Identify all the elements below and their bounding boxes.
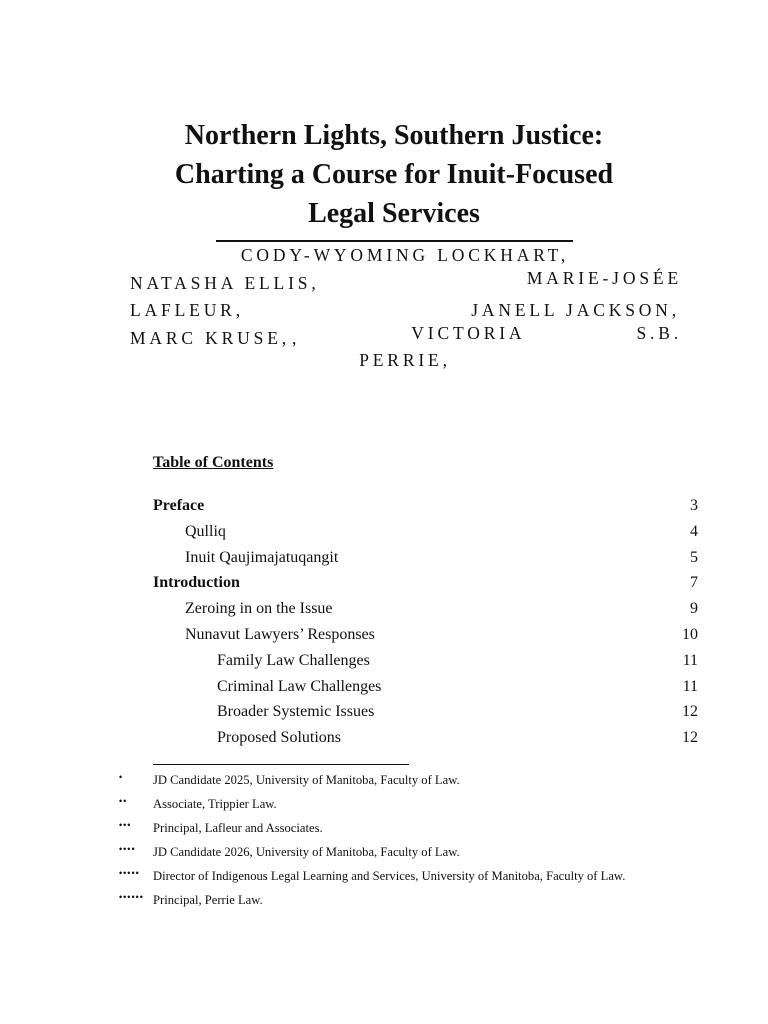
toc-entry-page: 5 [690, 548, 698, 566]
table-of-contents [153, 452, 698, 751]
footnote-text: JD Candidate 2025, University of Manitoba, Faculty of Law. [153, 773, 460, 787]
author-name: JANELL JACKSON, [471, 300, 680, 321]
author-name-part: VICTORIA [411, 322, 526, 343]
toc-entry-page: 12 [682, 703, 698, 721]
toc-entry-label: Introduction [153, 574, 240, 592]
author-line [130, 267, 682, 295]
footnote [119, 772, 701, 788]
author-list [130, 244, 682, 372]
author-name: CODY-WYOMING LOCKHART, [240, 245, 570, 265]
toc-entry[interactable] [153, 570, 698, 596]
footnote-text: Associate, Trippier Law. [153, 797, 277, 811]
toc-entry-label: Zeroing in on the Issue [185, 600, 333, 618]
title-line: Legal Services [308, 198, 480, 229]
toc-entry-label: Qulliq [185, 522, 226, 540]
title-line: Northern Lights, Southern Justice: [184, 120, 604, 151]
toc-entry[interactable] [153, 699, 698, 725]
toc-entry-page: 3 [690, 497, 698, 514]
author-line [130, 244, 682, 267]
footnote-text: JD Candidate 2026, University of Manitoba, Faculty of Law. [153, 845, 460, 859]
author-name-part: MARIE-JOSÉE [526, 267, 682, 288]
footnote-divider [153, 764, 409, 765]
footnote [119, 844, 701, 860]
author-name-part: S.B. [636, 322, 682, 343]
toc-entry-page: 11 [682, 677, 698, 695]
toc-entry-label: Nunavut Lawyers’ Responses [185, 625, 375, 643]
footnote [119, 892, 701, 908]
toc-entry[interactable] [153, 545, 698, 571]
footnote-mark: •• [119, 796, 128, 806]
title-divider [216, 240, 573, 242]
toc-entry-page: 4 [690, 522, 698, 540]
toc-entry[interactable] [153, 596, 698, 622]
title-line: Charting a Course for Inuit-Focused [174, 159, 614, 190]
toc-entry-page: 11 [682, 651, 698, 669]
toc-entry-page: 7 [690, 574, 698, 592]
author-name-with-marker [130, 267, 322, 295]
toc-list [153, 493, 698, 751]
footnotes [119, 772, 701, 916]
toc-entry[interactable] [153, 519, 698, 545]
toc-entry[interactable] [153, 674, 698, 700]
footnote [119, 796, 701, 812]
toc-entry-page: 10 [682, 625, 698, 643]
toc-entry-label: Proposed Solutions [217, 729, 342, 747]
toc-entry-label: Criminal Law Challenges [217, 677, 382, 695]
footnote [119, 820, 701, 836]
footnote [119, 868, 701, 884]
toc-entry-page: 9 [690, 600, 698, 618]
author-name-with-marker [471, 294, 682, 322]
footnote-text: Principal, Perrie Law. [153, 893, 263, 907]
toc-entry-label: Family Law Challenges [217, 651, 370, 669]
author-line [130, 349, 682, 372]
author-name: NATASHA ELLIS, [130, 272, 320, 293]
author-name-with-marker: MARC KRUSE, , [130, 327, 301, 348]
toc-entry[interactable] [153, 648, 698, 674]
author-name-part: PERRIE, [359, 350, 451, 371]
article-title [110, 116, 678, 233]
toc-entry-label: Inuit Qaujimajatuqangit [185, 548, 339, 566]
author-name-with-marker: LAFLEUR, [130, 300, 244, 321]
author-line [130, 322, 682, 350]
toc-entry-label: Preface [153, 497, 205, 514]
author-line [130, 294, 682, 322]
footnote-mark: •••• [119, 844, 136, 854]
toc-entry[interactable] [153, 493, 698, 519]
footnote-text: Director of Indigenous Legal Learning and Services, University of Manitoba, Faculty of Law. [153, 869, 626, 883]
footnote-mark: •••••• [119, 892, 144, 902]
toc-entry[interactable] [153, 622, 698, 648]
toc-heading: Table of Contents [153, 454, 274, 471]
toc-entry-page: 12 [682, 729, 698, 747]
toc-entry-label: Broader Systemic Issues [217, 703, 375, 721]
author-name: MARC KRUSE, [130, 327, 291, 348]
footnote-mark: • [119, 772, 124, 782]
footnote-mark: ••• [119, 820, 132, 830]
toc-entry[interactable] [153, 725, 698, 751]
footnote-mark: ••••• [119, 868, 140, 878]
footnote-text: Principal, Lafleur and Associates. [153, 821, 323, 835]
